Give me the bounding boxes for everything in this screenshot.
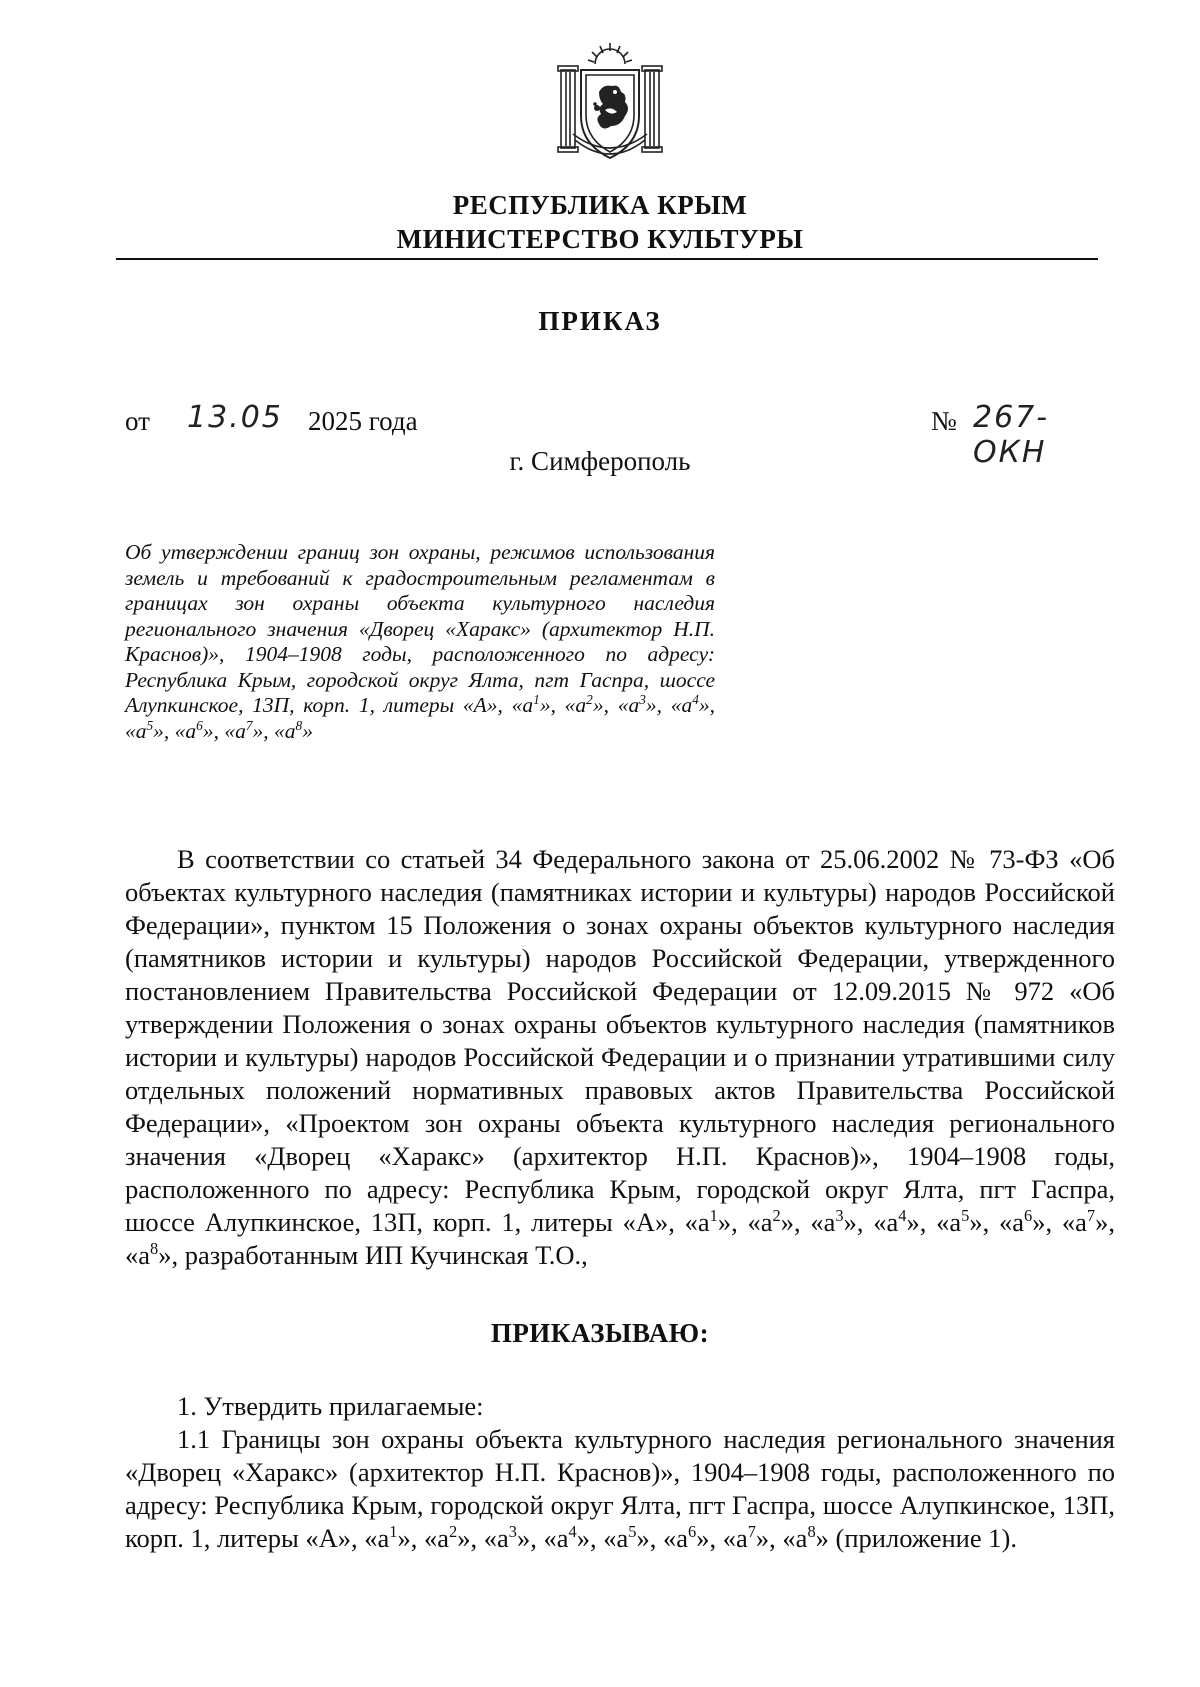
item-text: », «а: [576, 1523, 629, 1553]
crimea-coat-of-arms-icon: [555, 40, 665, 168]
subject-text: », «а: [153, 718, 197, 743]
city-line: г. Симферополь: [509, 446, 691, 476]
superscript: 4: [692, 691, 699, 707]
superscript: 6: [1024, 1206, 1033, 1226]
preamble-text: », «а: [843, 1207, 899, 1237]
superscript: 4: [568, 1522, 577, 1542]
superscript: 3: [508, 1522, 517, 1542]
subject-text: », «а: [202, 718, 246, 743]
org-line-republic: РЕСПУБЛИКА КРЫМ: [452, 190, 748, 220]
subject-text: », «а: [645, 693, 693, 717]
preamble: [125, 843, 1115, 1272]
preamble-text: В соответствии со статьей 34 Федерального закона от 25.06.2002 № 73-ФЗ «Об объектах культурного наследия (памятниках истории и культуры) народов Российской Федерации», пунктом 15 Положения о зонах охраны объектов культурного наследия (памятников истории и культуры) народов Российской Федерации, утвержденного постановлением Правительства Российской Федерации от 12.09.2015 № 972 «Об утверждении Положения о зонах охраны объектов культурного наследия (памятников истории и культуры) народов Российской Федерации и о признании утратившими силу отдельных положений нормативных правовых актов Правительства Российской Федерации», «Проектом зон охраны объекта культурного наследия регионального значения «Дворец «Харакс» (архитектор Н.П. Краснов)», 1904–1908 годы, расположенного по адресу: Республика Крым, городской округ Ялта, пгт Гаспра, шоссе Алупкинское, 13П, корп. 1, литеры «А», «а: [125, 844, 1115, 1237]
superscript: 5: [146, 717, 154, 733]
item-1: 1. Утвердить прилагаемые:: [177, 1391, 484, 1421]
preamble-text: », «а: [780, 1207, 836, 1237]
superscript: 1: [389, 1522, 398, 1542]
preamble-text: », «а: [1032, 1207, 1087, 1237]
item-text: », «а: [755, 1523, 808, 1553]
item-text: », «а: [397, 1523, 450, 1553]
superscript: 5: [961, 1206, 970, 1226]
item-1-1: [125, 1423, 1115, 1555]
item-text: », «а: [457, 1523, 509, 1553]
superscript: 4: [898, 1206, 907, 1226]
superscript: 8: [295, 717, 303, 733]
preamble-text: », «а: [717, 1207, 773, 1237]
organization-title: [0, 188, 1200, 256]
superscript: 8: [150, 1239, 159, 1259]
item-text: », «а: [696, 1523, 748, 1553]
order-items: [125, 1390, 1115, 1555]
superscript: 7: [245, 717, 253, 733]
org-line-ministry: МИНИСТЕРСТВО КУЛЬТУРЫ: [396, 224, 804, 254]
subject-text: », «а: [252, 718, 296, 743]
superscript: 7: [747, 1522, 756, 1542]
header-divider: [116, 258, 1098, 260]
preamble-paragraph: [125, 843, 1115, 1272]
subject-text: », «а: [125, 693, 715, 743]
subject-text: », «а: [592, 693, 640, 717]
handwritten-number: 267-ОКН: [973, 400, 1050, 470]
handwritten-date: 13.05: [187, 400, 283, 435]
item-text: », «а: [636, 1523, 688, 1553]
subject-text: »,: [539, 693, 556, 717]
preamble-text: », разработанным ИП Кучинская Т.О.,: [158, 1240, 588, 1270]
superscript: 2: [586, 691, 593, 707]
superscript: 6: [687, 1522, 697, 1542]
superscript: 1: [533, 691, 540, 707]
superscript: 7: [1086, 1206, 1096, 1226]
order-subject: Об утверждении границ зон охраны, режимов использования земель и требований к градостроительным регламентам в границах зон охраны объекта культурного наследия регионального значения «Дворец «Харакс» (архитектор Н.П. Краснов)», 1904–1908 годы, расположенного по адресу: Республика Крым, городской округ Ялта, пгт Гаспра, шоссе Алупкинское, 13П, корп. 1, литеры «А», «$а^1$», «$а^2$», «$а^3$», «$а^4$», «$а^5$», «$а^6$», «$а^7$», «$а^8$»: [125, 540, 715, 743]
superscript: 1: [709, 1206, 718, 1226]
superscript: 5: [628, 1522, 637, 1542]
item-text: » (приложение 1).: [815, 1523, 1017, 1553]
preamble-text: », «а: [125, 1207, 1115, 1270]
subject-text: Об утверждении границ зон охраны, режимов использования земель и требований к градостроительным регламентам в границах зон охраны объекта культурного наследия регионального значения «Дворец «Харакс» (архитектор Н.П. Краснов)», 1904–1908 годы, расположенного по адресу: Республика Крым, городской округ Ялта, пгт Гаспра, шоссе Алупкинское, 13П, корп. 1, литеры «А», «а: [125, 540, 715, 717]
superscript: 6: [196, 717, 203, 733]
superscript: 3: [835, 1206, 844, 1226]
preamble-text: », «а: [969, 1207, 1025, 1237]
number-sign: №: [931, 406, 957, 436]
superscript: 3: [639, 691, 646, 707]
subject-text: »: [302, 718, 313, 743]
order-word: ПРИКАЗЫВАЮ:: [490, 1318, 710, 1348]
document-type: ПРИКАЗ: [538, 306, 662, 336]
superscript: 8: [807, 1522, 816, 1542]
year-text: 2025 года: [308, 406, 418, 436]
item-text: », «а: [516, 1523, 569, 1553]
superscript: 2: [449, 1522, 458, 1542]
item-text: 1.1 Границы зон охраны объекта культурного наследия регионального значения «Дворец «Харакс» (архитектор Н.П. Краснов)», 1904–1908 годы, расположенного по адресу: Республика Крым, городской округ Ялта, пгт Гаспра, шоссе Алупкинское, 13П, корп. 1, литеры «А», «а: [125, 1424, 1115, 1553]
superscript: 2: [772, 1206, 781, 1226]
preamble-text: », «а: [906, 1207, 962, 1237]
date-prefix: от: [125, 406, 150, 436]
